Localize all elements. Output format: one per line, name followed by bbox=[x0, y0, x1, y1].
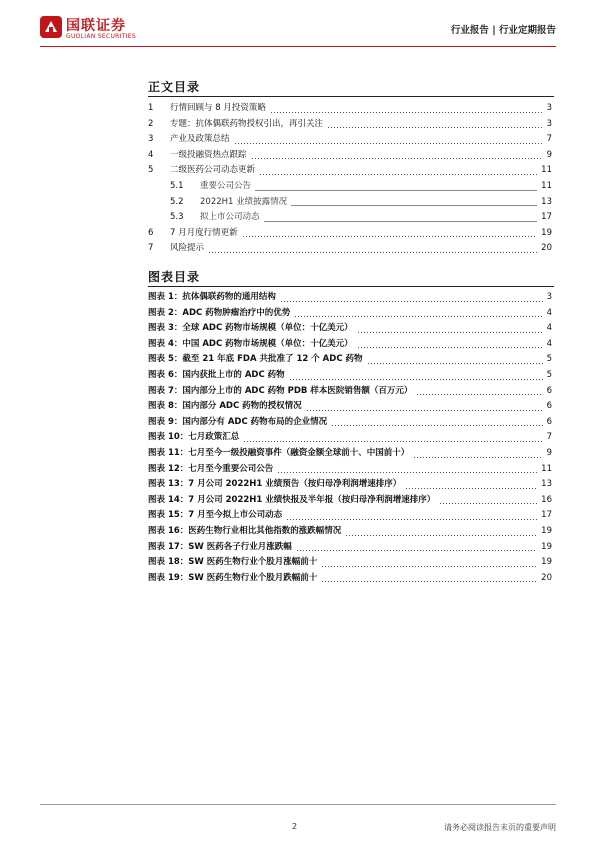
figure-entry-page: 17 bbox=[541, 510, 552, 521]
toc-leader-dots bbox=[255, 190, 537, 191]
figure-entry-page: 13 bbox=[541, 479, 552, 490]
figure-entry-title: 图表 12：七月至今重要公司公告 bbox=[148, 463, 274, 474]
toc-entry-number: 3 bbox=[148, 134, 154, 145]
toc-entry-page: 7 bbox=[546, 134, 552, 145]
figure-leader-dots bbox=[296, 550, 537, 551]
figure-entry-title: 图表 5：截至 21 年底 FDA 共批准了 12 个 ADC 药物 bbox=[148, 354, 363, 365]
toc-entry-title: 重要公司公告 bbox=[200, 180, 252, 191]
figure-leader-dots bbox=[416, 394, 542, 395]
figure-list-entry[interactable] bbox=[148, 446, 554, 462]
toc-entry-number: 2 bbox=[148, 118, 154, 129]
toc-entry-number: 1 bbox=[148, 103, 154, 113]
toc-entry-title: 拟上市公司动态 bbox=[200, 212, 260, 223]
toc-section-entry[interactable] bbox=[148, 241, 554, 257]
toc-entry-number: 7 bbox=[148, 243, 154, 254]
figure-leader-dots bbox=[294, 316, 542, 317]
figure-entry-title: 图表 19：SW 医药生物行业个股月跌幅前十 bbox=[148, 572, 318, 583]
toc-entry-number: 4 bbox=[148, 149, 154, 160]
toc-leader-dots bbox=[291, 205, 537, 206]
figure-leader-dots bbox=[321, 566, 537, 567]
figure-entry-page: 6 bbox=[546, 401, 552, 412]
figure-entry-title: 图表 18：SW 医药生物行业个股月涨幅前十 bbox=[148, 557, 318, 568]
figure-list-entry[interactable] bbox=[148, 430, 554, 446]
toc-leader-dots bbox=[234, 143, 543, 144]
figure-leader-dots bbox=[367, 363, 543, 364]
figure-entry-page: 5 bbox=[546, 354, 552, 365]
figure-list-title: 图表目录 bbox=[148, 270, 201, 284]
toc-title-underline bbox=[148, 96, 554, 97]
toc-entry-page: 20 bbox=[541, 243, 552, 254]
toc-entry-number: 5.2 bbox=[170, 196, 184, 207]
figure-list-entry[interactable] bbox=[148, 321, 554, 337]
toc-entry-number: 6 bbox=[148, 227, 154, 238]
toc-section-entry[interactable] bbox=[148, 163, 554, 179]
footer-divider bbox=[40, 804, 556, 805]
figure-list-entry[interactable] bbox=[148, 524, 554, 540]
figure-entry-page: 3 bbox=[546, 292, 552, 302]
toc-entry-title: 7 月月度行情更新 bbox=[170, 227, 238, 238]
header-divider bbox=[40, 46, 556, 47]
page-number: 2 bbox=[292, 822, 298, 831]
figure-entry-title: 图表 3：全球 ADC 药物市场规模（单位：十亿美元） bbox=[148, 323, 353, 334]
toc-subsection-entry[interactable] bbox=[148, 195, 554, 211]
figure-entry-page: 5 bbox=[546, 369, 552, 380]
toc-entry-number: 5 bbox=[148, 165, 154, 176]
toc-subsection-entry[interactable] bbox=[148, 210, 554, 226]
toc-title: 正文目录 bbox=[148, 80, 201, 94]
figure-list-entry[interactable] bbox=[148, 462, 554, 478]
figure-entry-title: 图表 6：国内获批上市的 ADC 药物 bbox=[148, 369, 285, 380]
toc-entry-page: 19 bbox=[541, 227, 552, 238]
figure-leader-dots bbox=[413, 457, 542, 458]
figure-title-underline bbox=[148, 286, 554, 287]
toc-leader-dots bbox=[259, 174, 537, 175]
figure-entry-page: 4 bbox=[546, 323, 552, 334]
toc-leader-dots bbox=[208, 252, 537, 253]
toc-leader-dots bbox=[270, 112, 543, 113]
figure-entry-page: 19 bbox=[541, 525, 552, 536]
figure-entry-title: 图表 1：抗体偶联药物的通用结构 bbox=[148, 292, 276, 302]
figure-entry-title: 图表 2：ADC 药物肿瘤治疗中的优势 bbox=[148, 307, 291, 318]
disclaimer-note: 请务必阅读报告末页的重要声明 bbox=[444, 823, 556, 832]
figure-list-entry[interactable] bbox=[148, 290, 554, 306]
figure-entry-page: 19 bbox=[541, 541, 552, 552]
toc-entry-title: 行情回顾与 8 月投资策略 bbox=[170, 103, 266, 113]
figure-entry-title: 图表 13：7 月公司 2022H1 业绩预告（按归母净利润增速排序） bbox=[148, 479, 402, 490]
figure-list-entry[interactable] bbox=[148, 306, 554, 322]
figure-list-entry[interactable] bbox=[148, 352, 554, 368]
toc-entry-page: 11 bbox=[541, 180, 552, 191]
figure-entry-title: 图表 9：国内部分有 ADC 药物布局的企业情况 bbox=[148, 416, 328, 427]
figure-entry-title: 图表 8：国内部分 ADC 药物的授权情况 bbox=[148, 401, 302, 412]
figure-leader-dots bbox=[357, 332, 543, 333]
toc-entry-page: 9 bbox=[546, 149, 552, 160]
logo-icon bbox=[40, 16, 62, 38]
figure-list-entry[interactable] bbox=[148, 384, 554, 400]
figure-entry-title: 图表 17：SW 医药各子行业月涨跌幅 bbox=[148, 541, 292, 552]
figure-list-entry[interactable] bbox=[148, 508, 554, 524]
toc-entry-page: 3 bbox=[546, 103, 552, 113]
figure-entry-page: 9 bbox=[546, 447, 552, 458]
figure-leader-dots bbox=[405, 488, 537, 489]
toc-section-entry[interactable] bbox=[148, 226, 554, 242]
figure-list-entry[interactable] bbox=[148, 571, 554, 587]
figure-leader-dots bbox=[357, 347, 543, 348]
figure-entry-page: 11 bbox=[541, 463, 552, 474]
figure-leader-dots bbox=[277, 472, 537, 473]
page-header bbox=[40, 14, 556, 44]
figure-entry-page: 19 bbox=[541, 557, 552, 568]
figure-list-entry[interactable] bbox=[148, 477, 554, 493]
figure-leader-dots bbox=[345, 535, 537, 536]
figure-list bbox=[148, 290, 554, 586]
figure-entry-page: 4 bbox=[546, 307, 552, 318]
figure-entry-page: 7 bbox=[546, 432, 552, 443]
figure-leader-dots bbox=[280, 301, 543, 302]
toc-section-entry[interactable] bbox=[148, 132, 554, 148]
logo-text-cn: 国联证券 bbox=[66, 18, 126, 34]
toc-leader-dots bbox=[264, 221, 538, 222]
report-type-label: 行业报告 | 行业定期报告 bbox=[450, 25, 556, 36]
logo-text-en: GUOLIAN SECURITIES bbox=[66, 33, 136, 40]
figure-list-entry[interactable] bbox=[148, 415, 554, 431]
toc-subsection-entry[interactable] bbox=[148, 179, 554, 195]
figure-leader-dots bbox=[306, 410, 543, 411]
figure-entry-page: 6 bbox=[546, 385, 552, 396]
toc-entry-title: 产业及政策总结 bbox=[170, 134, 230, 145]
toc-leader-dots bbox=[251, 158, 543, 159]
figure-entry-page: 16 bbox=[541, 494, 552, 505]
toc-entry-title: 风险提示 bbox=[170, 243, 205, 254]
toc-entry-title: 一级投融资热点跟踪 bbox=[170, 149, 247, 160]
figure-leader-dots bbox=[286, 519, 537, 520]
toc-entry-number: 5.1 bbox=[170, 180, 184, 191]
figure-list-entry[interactable] bbox=[148, 399, 554, 415]
figure-entry-title: 图表 7：国内部分上市的 ADC 药物 PDB 样本医院销售额（百万元） bbox=[148, 385, 413, 396]
figure-entry-title: 图表 16：医药生物行业相比其他指数的涨跌幅情况 bbox=[148, 525, 342, 536]
toc-entry-number: 5.3 bbox=[170, 212, 184, 223]
toc-section-entry[interactable] bbox=[148, 148, 554, 164]
toc-section-entry[interactable] bbox=[148, 101, 554, 117]
figure-entry-title: 图表 11：七月至今一级投融资事件（融资金额全球前十、中国前十） bbox=[148, 447, 410, 458]
toc-entry-page: 17 bbox=[541, 212, 552, 223]
figure-entry-title: 图表 10：七月政策汇总 bbox=[148, 432, 240, 443]
figure-entry-page: 4 bbox=[546, 338, 552, 349]
figure-leader-dots bbox=[243, 441, 542, 442]
company-logo bbox=[40, 14, 160, 44]
figure-leader-dots bbox=[331, 425, 542, 426]
figure-leader-dots bbox=[289, 379, 543, 380]
toc-leader-dots bbox=[242, 236, 538, 237]
figure-entry-title: 图表 15：7 月至今拟上市公司动态 bbox=[148, 510, 283, 521]
figure-leader-dots bbox=[321, 581, 537, 582]
figure-entry-title: 图表 14：7 月公司 2022H1 业绩快报及半年报（按归母净利润增速排序） bbox=[148, 494, 436, 505]
figure-entry-title: 图表 4：中国 ADC 药物市场规模（单位：十亿美元） bbox=[148, 338, 353, 349]
figure-leader-dots bbox=[439, 503, 537, 504]
toc-section-entry[interactable] bbox=[148, 117, 554, 133]
figure-list-entry[interactable] bbox=[148, 493, 554, 509]
figure-list-entry[interactable] bbox=[148, 368, 554, 384]
figure-list-entry[interactable] bbox=[148, 555, 554, 571]
toc-entry-title: 二级医药公司动态更新 bbox=[170, 165, 256, 176]
figure-list-entry[interactable] bbox=[148, 540, 554, 556]
toc-entry-page: 3 bbox=[546, 118, 552, 129]
figure-entry-page: 6 bbox=[546, 416, 552, 427]
figure-entry-page: 20 bbox=[541, 572, 552, 583]
toc-list bbox=[148, 101, 554, 257]
figure-list-entry[interactable] bbox=[148, 337, 554, 353]
toc-entry-page: 11 bbox=[541, 165, 552, 176]
toc-entry-title: 专题：抗体偶联药物授权引出，再引关注 bbox=[170, 118, 324, 129]
toc-entry-page: 13 bbox=[541, 196, 552, 207]
toc-leader-dots bbox=[327, 127, 543, 128]
toc-entry-title: 2022H1 业绩披露情况 bbox=[200, 196, 288, 207]
